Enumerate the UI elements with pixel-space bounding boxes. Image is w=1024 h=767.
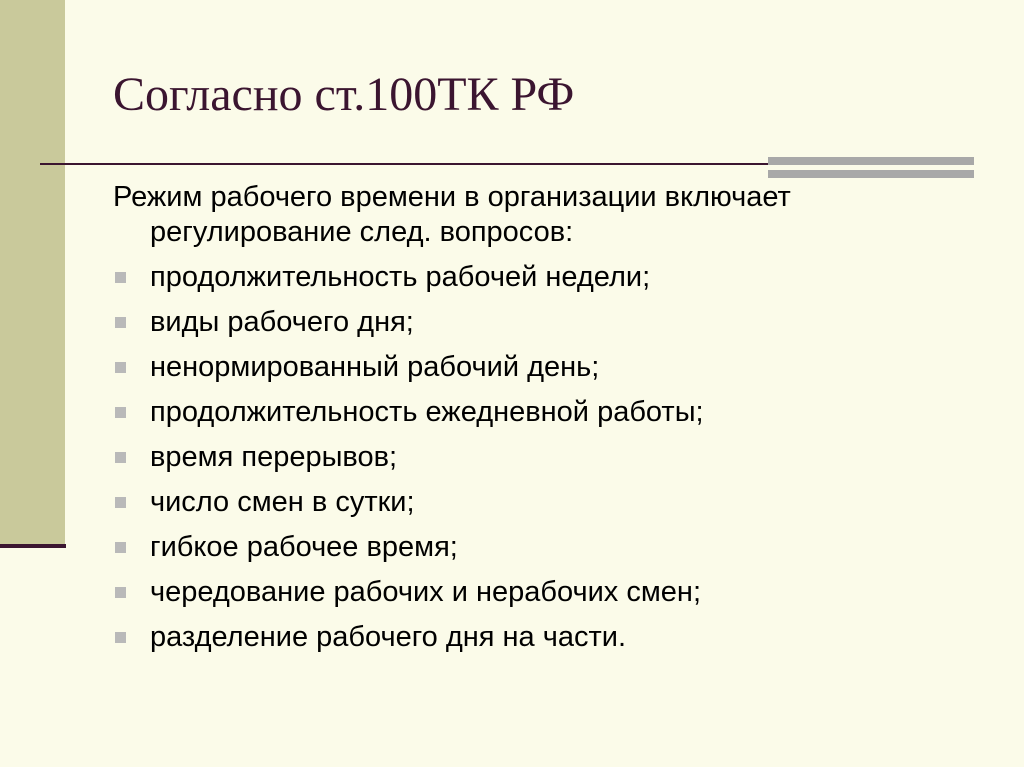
- list-item-text: время перерывов;: [150, 441, 398, 473]
- list-item: [113, 575, 993, 610]
- intro-line-1: Режим рабочего времени в организации включает: [113, 181, 791, 213]
- intro-text: [113, 180, 993, 250]
- square-bullet-icon: [115, 362, 126, 373]
- list-item: [113, 395, 993, 430]
- list-item-text: продолжительность ежедневной работы;: [150, 396, 704, 428]
- sidebar-rule: [0, 544, 66, 548]
- square-bullet-icon: [115, 407, 126, 418]
- slide-title: Согласно ст.100ТК РФ: [113, 68, 575, 121]
- sidebar-band: [0, 0, 65, 546]
- list-item: [113, 440, 993, 475]
- list-item: [113, 305, 993, 340]
- list-item-text: ненормированный рабочий день;: [150, 351, 600, 383]
- list-item-text: разделение рабочего дня на части.: [150, 621, 627, 653]
- list-item: [113, 485, 993, 520]
- list-item-text: продолжительность рабочей недели;: [150, 261, 651, 293]
- bullet-list: [113, 260, 993, 655]
- square-bullet-icon: [115, 587, 126, 598]
- list-item: [113, 350, 993, 385]
- list-item-text: гибкое рабочее время;: [150, 531, 458, 563]
- list-item: [113, 620, 993, 655]
- list-item: [113, 530, 993, 565]
- list-item-text: чередование рабочих и нерабочих смен;: [150, 576, 701, 608]
- square-bullet-icon: [115, 632, 126, 643]
- intro-line-2: регулирование след. вопросов:: [150, 216, 574, 248]
- list-item-text: виды рабочего дня;: [150, 306, 414, 338]
- slide-body: [113, 180, 993, 655]
- title-accent-bar-2: [768, 170, 974, 178]
- square-bullet-icon: [115, 272, 126, 283]
- square-bullet-icon: [115, 497, 126, 508]
- list-item: [113, 260, 993, 295]
- square-bullet-icon: [115, 542, 126, 553]
- square-bullet-icon: [115, 452, 126, 463]
- square-bullet-icon: [115, 317, 126, 328]
- list-item-text: число смен в сутки;: [150, 486, 415, 518]
- title-accent-bar: [768, 157, 974, 165]
